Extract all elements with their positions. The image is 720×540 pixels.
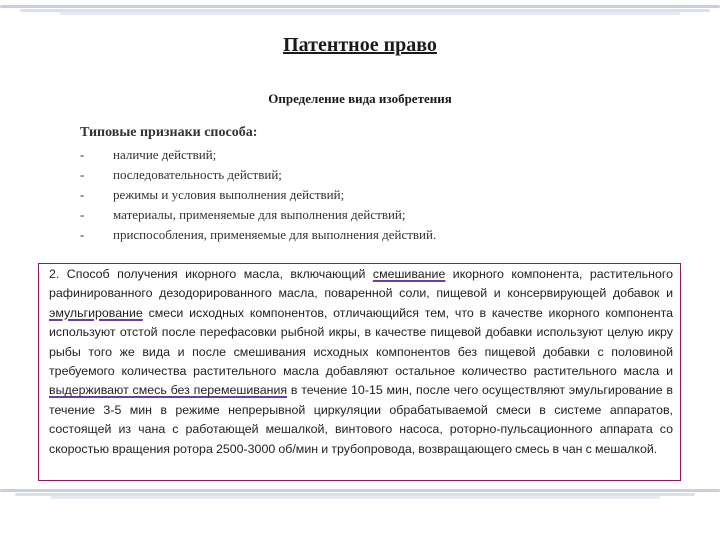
top-brush-stroke — [0, 2, 720, 16]
list-item-text: приспособления, применяемые для выполнения действий. — [113, 227, 437, 242]
features-list — [80, 145, 640, 245]
highlight-emulsifying: эмульгирование — [49, 305, 143, 320]
list-marker: - — [80, 167, 85, 182]
patent-claim-box — [38, 263, 681, 481]
list-marker: - — [80, 147, 85, 162]
list-item-text: режимы и условия выполнения действий; — [113, 187, 345, 202]
highlight-mixing: смешивание — [372, 267, 446, 281]
claim-text: смеси исходных компонентов, отличающийся тем, что в качестве икорного компонента используют отстой после перефасовки рыбной икры, в качестве пищевой добавки используют целую икру рыбы того же вида и после смешивания исходных компонентов без пищевой добавки с половиной требуемого количества растительного масла добавляют остальное количество растительного масла и — [49, 305, 673, 379]
claim-text: икорного компонента, растительного рафинированного дезодорированного масла, поваренной соли, пищевой и консервирующей добавок и — [49, 267, 673, 301]
bottom-brush-stroke — [0, 486, 720, 500]
list-item-text: материалы, применяемые для выполнения действий; — [113, 207, 406, 222]
list-item — [80, 165, 640, 185]
list-item-text: наличие действий; — [113, 147, 217, 162]
list-item — [80, 205, 640, 225]
claim-text: в течение 10-15 мин, после чего осуществляют эмульгирование в течение 3-5 мин в режиме непрерывной циркуляции обрабатываемой смеси в системе аппаратов, состоящей из чана с работающей мешалкой, винтового насоса, роторно-пульсационного аппарата со скоростью вращения ротора 2500-3000 об/мин и трубопровода, возвращающего смесь в чан с мешалкой. — [49, 383, 673, 456]
highlight-holding: выдерживают смесь без перемешивания — [49, 383, 288, 398]
list-item — [80, 185, 640, 205]
page-title: Патентное право — [283, 34, 437, 56]
list-item — [80, 145, 640, 165]
list-item — [80, 225, 640, 245]
list-marker: - — [80, 187, 85, 202]
list-marker: - — [80, 207, 85, 222]
list-marker: - — [80, 227, 85, 242]
claim-text: 2. Способ получения икорного масла, включающий — [49, 267, 373, 281]
features-heading: Типовые признаки способа: — [80, 125, 258, 140]
list-item-text: последовательность действий; — [113, 167, 282, 182]
page-subtitle: Определение вида изобретения — [268, 91, 452, 106]
